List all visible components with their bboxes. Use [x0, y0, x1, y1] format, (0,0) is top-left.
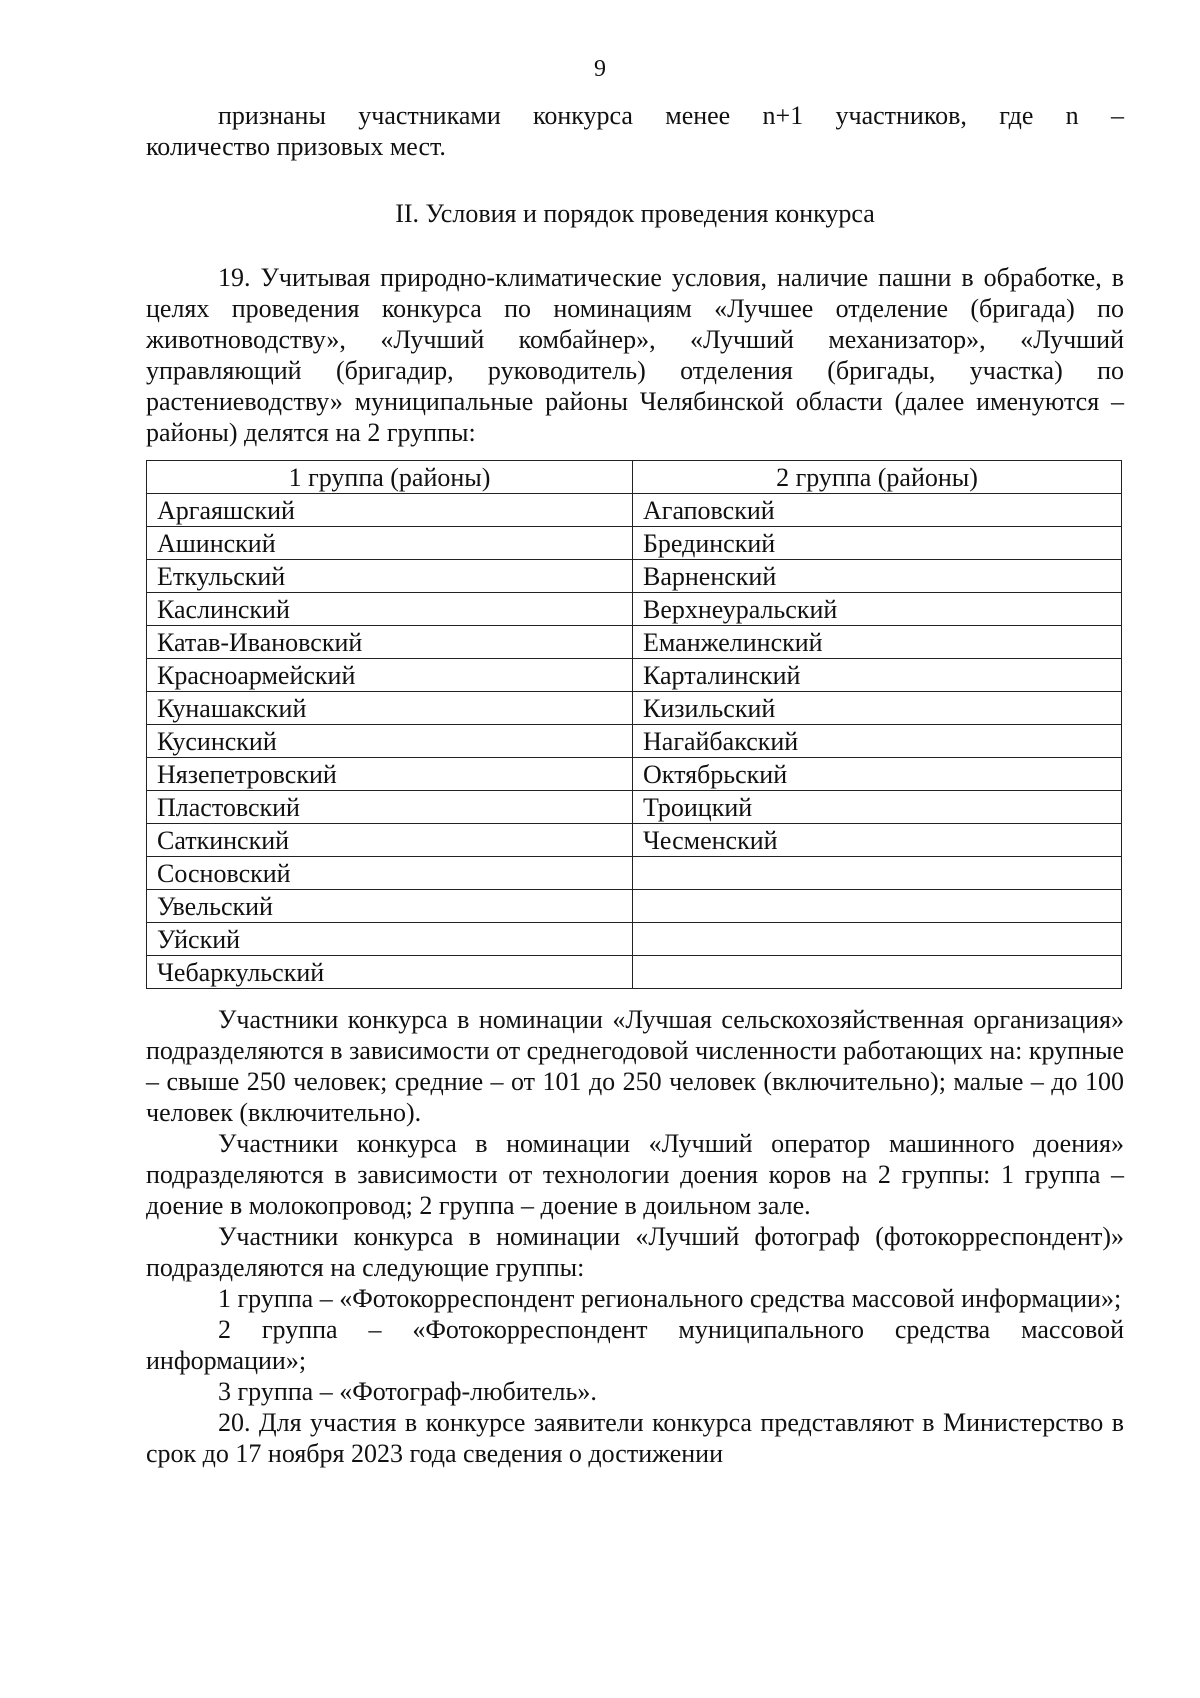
group-1-district: Уйский — [147, 923, 633, 956]
table-row — [147, 890, 1122, 923]
district-groups-table — [146, 460, 1122, 989]
table-row — [147, 692, 1122, 725]
group-1-district: Красноармейский — [147, 659, 633, 692]
table-header-group-1: 1 группа (районы) — [147, 461, 633, 494]
table-row — [147, 956, 1122, 989]
photo-group-2: 2 группа – «Фотокорреспондент муниципального средства массовой информации»; — [146, 1315, 1124, 1375]
group-2-district: Октябрьский — [633, 758, 1122, 791]
group-1-district: Нязепетровский — [147, 758, 633, 791]
paragraph-19-block — [146, 262, 1124, 448]
body-paragraphs — [146, 1004, 1124, 1469]
table-body — [147, 494, 1122, 989]
group-2-district: Варненский — [633, 560, 1122, 593]
paragraph-photographer: Участники конкурса в номинации «Лучший фотограф (фотокорреспондент)» подразделяются на следующие группы: — [146, 1222, 1124, 1282]
table-row — [147, 494, 1122, 527]
intro-paragraph — [146, 100, 1124, 162]
group-2-district — [633, 923, 1122, 956]
group-2-district: Еманжелинский — [633, 626, 1122, 659]
group-1-district: Катав-Ивановский — [147, 626, 633, 659]
group-1-district: Саткинский — [147, 824, 633, 857]
table-header-row — [147, 461, 1122, 494]
group-2-district: Нагайбакский — [633, 725, 1122, 758]
table-row — [147, 527, 1122, 560]
group-1-district: Пластовский — [147, 791, 633, 824]
section-heading: II. Условия и порядок проведения конкурса — [395, 199, 875, 228]
table-row — [147, 857, 1122, 890]
group-2-district — [633, 857, 1122, 890]
intro-line-2: количество призовых мест. — [146, 132, 446, 161]
table-row — [147, 659, 1122, 692]
group-1-district: Кусинский — [147, 725, 633, 758]
group-1-district: Кунашакский — [147, 692, 633, 725]
group-2-district: Троицкий — [633, 791, 1122, 824]
table-row — [147, 824, 1122, 857]
paragraph-organization: Участники конкурса в номинации «Лучшая сельскохозяйственная организация» подразделяются в зависимости от среднегодовой численности работающих на: крупные – свыше 250 человек; средние – от 101 до 250 человек (включительно); малые – до 100 человек (включительно). — [146, 1005, 1124, 1127]
table-row — [147, 923, 1122, 956]
paragraph-19: 19. Учитывая природно-климатические условия, наличие пашни в обработке, в целях проведения конкурса по номинациям «Лучшее отделение (бригада) по животноводству», «Лучший комбайнер», «Лучший механизатор», «Лучший управляющий (бригадир, руководитель) отделения (бригады, участка) по растениеводству» муниципальные районы Челябинской области (далее именуются – районы) делятся на 2 группы: — [146, 263, 1124, 447]
intro-line-1: признаны участниками конкурса менее n+1 участников, где n – — [218, 101, 1124, 130]
group-1-district: Сосновский — [147, 857, 633, 890]
group-1-district: Увельский — [147, 890, 633, 923]
group-2-district: Верхнеуральский — [633, 593, 1122, 626]
group-2-district: Брединский — [633, 527, 1122, 560]
table-row — [147, 626, 1122, 659]
group-1-district: Ашинский — [147, 527, 633, 560]
table-row — [147, 725, 1122, 758]
photo-group-1: 1 группа – «Фотокорреспондент регионального средства массовой информации»; — [218, 1284, 1122, 1313]
page-number: 9 — [594, 56, 606, 82]
group-1-district: Каслинский — [147, 593, 633, 626]
table-header-group-2: 2 группа (районы) — [633, 461, 1122, 494]
group-1-district: Аргаяшский — [147, 494, 633, 527]
group-2-district: Чесменский — [633, 824, 1122, 857]
group-1-district: Еткульский — [147, 560, 633, 593]
table-row — [147, 560, 1122, 593]
paragraph-milking: Участники конкурса в номинации «Лучший оператор машинного доения» подразделяются в зависимости от технологии доения коров на 2 группы: 1 группа – доение в молокопровод; 2 группа – доение в доильном зале. — [146, 1129, 1124, 1220]
group-2-district — [633, 890, 1122, 923]
group-2-district: Кизильский — [633, 692, 1122, 725]
table-row — [147, 791, 1122, 824]
table-row — [147, 758, 1122, 791]
group-2-district: Карталинский — [633, 659, 1122, 692]
table-row — [147, 593, 1122, 626]
group-1-district: Чебаркульский — [147, 956, 633, 989]
paragraph-20: 20. Для участия в конкурсе заявители конкурса представляют в Министерство в срок до 17 ноября 2023 года сведения о достижении — [146, 1408, 1124, 1468]
group-2-district — [633, 956, 1122, 989]
photo-group-3: 3 группа – «Фотограф-любитель». — [218, 1377, 597, 1406]
group-2-district: Агаповский — [633, 494, 1122, 527]
